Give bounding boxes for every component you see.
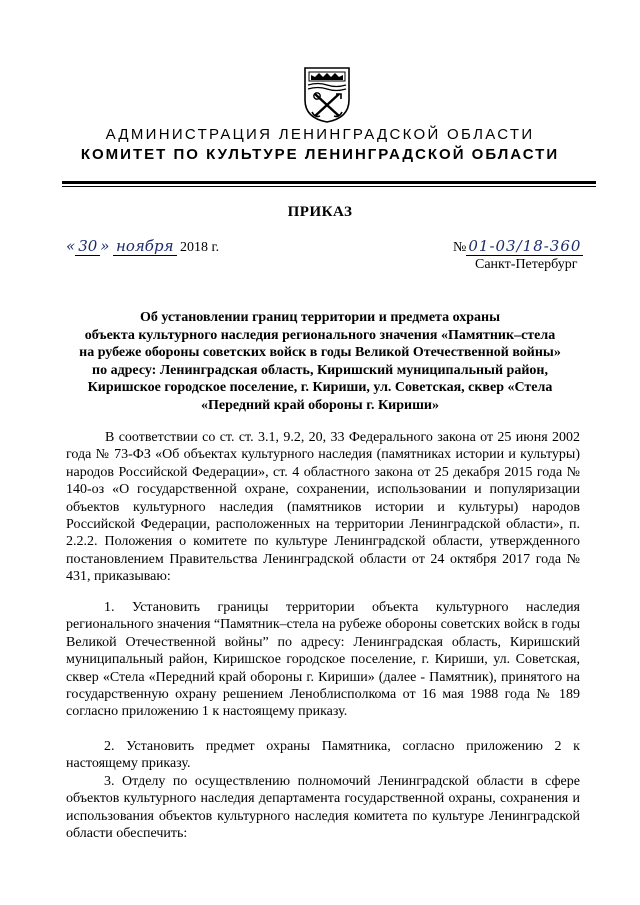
document-title — [60, 309, 580, 415]
title-line: на рубеже обороны советских войск в годы Великой Отечественной войны» — [79, 345, 561, 361]
title-line: Киришское городское поселение, г. Кириши, ул. Советская, сквер «Стела — [87, 380, 553, 396]
coat-of-arms-icon — [303, 66, 351, 124]
committee-name: КОМИТЕТ ПО КУЛЬТУРЕ ЛЕНИНГРАДСКОЙ ОБЛАСТИ — [80, 146, 560, 163]
title-line: Об установлении границ территории и предмета охраны — [139, 310, 501, 325]
clause-2-paragraph: 2. Установить предмет охраны Памятника, согласно приложению 2 к настоящему приказу. — [66, 739, 580, 772]
document-date — [66, 237, 219, 256]
date-day: 30 — [75, 237, 100, 256]
agency-name: АДМИНИСТРАЦИЯ ЛЕНИНГРАДСКОЙ ОБЛАСТИ — [105, 126, 535, 143]
preamble-paragraph: В соответствии со ст. ст. 3.1, 9.2, 20, 33 Федерального закона от 25 июня 2002 года № 73-ФЗ «Об объектах культурного наследия (памятниках истории и культуры) народов Российской Федерации», ст. 4 областного закона от 25 декабря 2015 года № 140-оз «О государственной охране, сохранении, использовании и популяризации объектов культурного наследия (памятников истории и культуры) народов Российской Федерации, расположенных на территории Ленинградской области», п. 2.2.2. Положения о комитете по культуре Ленинградской области, утвержденного постановлением Правительства Ленинградской области от 24 октября 2017 года № 431, приказываю: — [66, 430, 580, 585]
title-line: по адресу: Ленинградская область, Киришский муниципальный район, — [92, 362, 548, 378]
number-value: 01-03/18-360 — [468, 237, 582, 255]
date-open-quote: « — [66, 237, 76, 255]
date-year: 2018 г. — [180, 240, 220, 255]
title-line: объекта культурного наследия регионального значения «Памятник–стела — [84, 327, 556, 343]
number-prefix: № — [453, 240, 467, 255]
clause-3-paragraph: 3. Отделу по осуществлению полномочий Ленинградской области в сфере объектов культурного наследия департамента государственной охраны, сохранения и использования объектов культурного наследия комитета по культуре Ленинградской области обеспечить: — [66, 774, 580, 842]
date-close-quote: » — [100, 237, 110, 255]
clause-1-paragraph: 1. Установить границы территории объекта культурного наследия регионального значения “Памятник–стела на рубеже обороны советских войск в годы Великой Отечественной войны” по адресу: Ленинградская область, Киришский муниципальный район, Киришское городское поселение, г. Кириши, ул. Советская, сквер «Стела «Передний край обороны г. Кириши» (далее - Памятник), принятого на государственную охрану решением Леноблисполкома от 16 мая 1988 года № 189 согласно приложению 1 к настоящему приказу. — [66, 600, 580, 720]
document-type: ПРИКАЗ — [287, 204, 353, 220]
date-month: ноября — [113, 237, 177, 256]
document-city: Санкт-Петербург — [475, 257, 578, 272]
document-number — [453, 237, 583, 256]
header-divider-thin — [62, 186, 596, 187]
title-line: «Передний край обороны г. Кириши» — [201, 397, 439, 413]
header-divider-thick — [62, 181, 596, 184]
